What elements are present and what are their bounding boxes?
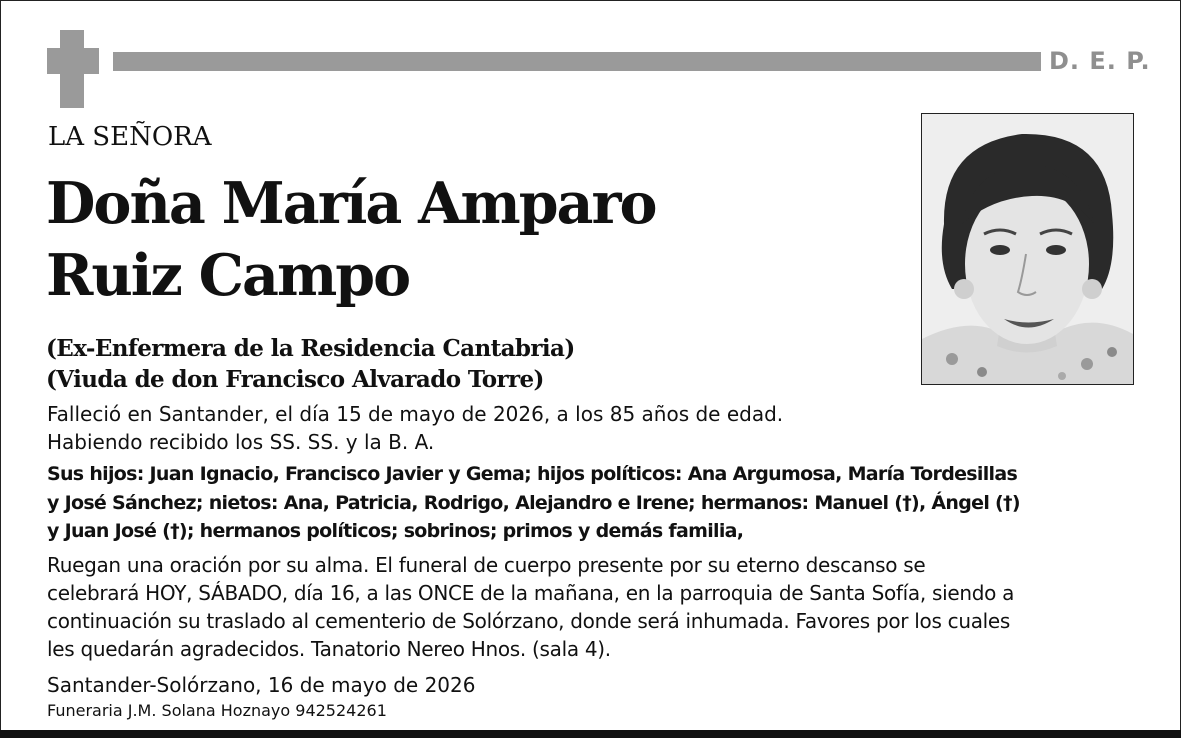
header-rule	[113, 52, 1041, 71]
subtitle-line-2: (Viuda de don Francisco Alvarado Torre)	[46, 366, 544, 393]
funeral-line-4: les quedarán agradecidos. Tanatorio Nereo Hnos. (sala 4).	[47, 637, 611, 661]
name-line-1: Doña María Amparo	[46, 170, 656, 237]
family-line-2: y José Sánchez; nietos: Ana, Patricia, Rodrigo, Alejandro e Irene; hermanos: Manuel (†), Ángel (†)	[47, 491, 1020, 514]
portrait-photo	[921, 113, 1134, 385]
death-notice	[47, 400, 1137, 456]
funeral-line-2: celebrará HOY, SÁBADO, día 16, a las ONCE de la mañana, en la parroquia de Santa Sofía, siendo a	[47, 581, 1015, 605]
family-list	[47, 460, 1137, 546]
deceased-name	[46, 168, 656, 312]
funeral-home: Funeraria J.M. Solana Hoznayo 942524261	[47, 701, 387, 720]
funeral-line-3: continuación su traslado al cementerio de Solórzano, donde será inhumada. Favores por los cuales	[47, 609, 1011, 633]
portrait-image	[922, 114, 1133, 384]
family-line-1: Sus hijos: Juan Ignacio, Francisco Javier y Gema; hijos políticos: Ana Argumosa, María Tordesillas	[47, 463, 1018, 485]
funeral-details	[47, 551, 1137, 663]
subtitle	[46, 333, 575, 395]
death-line-2: Habiendo recibido los SS. SS. y la B. A.	[47, 430, 435, 454]
bottom-bar	[0, 730, 1181, 738]
funeral-line-1: Ruegan una oración por su alma. El funeral de cuerpo presente por su eterno descanso se	[47, 553, 926, 577]
family-line-3: y Juan José (†); hermanos políticos; sobrinos; primos y demás familia,	[47, 520, 744, 542]
name-line-2: Ruiz Campo	[46, 242, 410, 309]
death-line-1: Falleció en Santander, el día 15 de mayo de 2026, a los 85 años de edad.	[47, 402, 784, 426]
place-date: Santander-Solórzano, 16 de mayo de 2026	[47, 673, 476, 697]
dep-label: D. E. P.	[1049, 47, 1151, 75]
subtitle-line-1: (Ex-Enfermera de la Residencia Cantabria)	[46, 335, 575, 362]
honorific-label: LA SEÑORA	[48, 122, 212, 152]
